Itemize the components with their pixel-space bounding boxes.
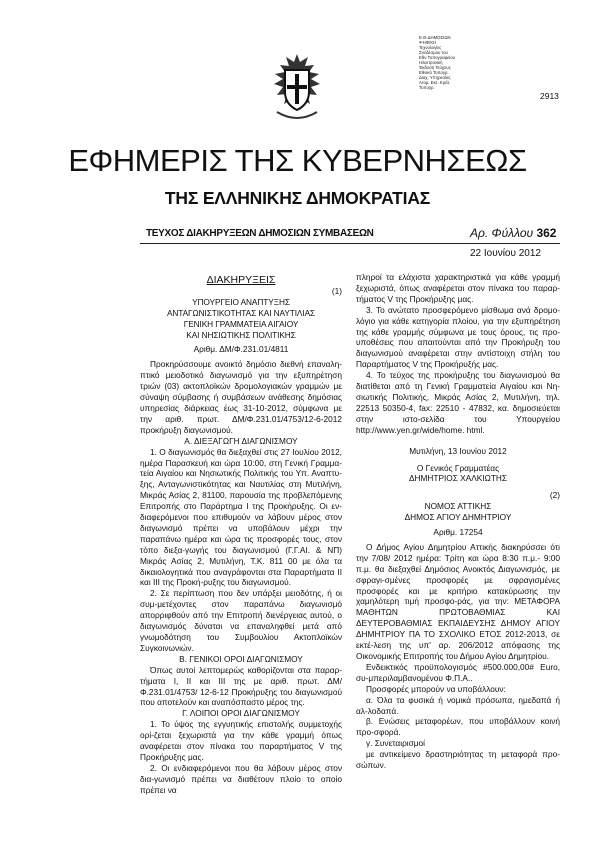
org-line: ΑΝΤΑΓΩΝΙΣΤΙΚΟΤΗΤΑΣ ΚΑΙ ΝΑΥΤΙΛΙΑΣ xyxy=(166,307,316,318)
paragraph: Ο Δήμος Αγίου Δημητρίου Αττικής διακηρύσσει ότι την 7/08/ 2012 ημέρα: Τρίτη και ώρα 8:30 π.μ.- 9:00 π.μ. θα διεξαχθεί Δημόσιος Ανοικτός Διαγωνισμός, με σφραγι-σμένες προσφορές με σφραγισμένες προσφορές και με κριτήριο κατακύρωσης την χαμηλότερη τιμή προσφο-ράς, για την: ΜΕΤΑΦΟΡΑ ΜΑΘΗΤΩΝ ΠΡΩΤΟΒΑΘΜΙΑΣ ΚΑΙ ΔΕΥΤΕΡΟΒΑΘΜΙΑΣ ΕΚΠΑΙΔΕΥΣΗΣ ΔΗΜΟΥ ΑΓΙΟΥ ΔΗΜΗΤΡΙΟΥ ΠΑ ΤΟ ΣΧΟΛΙΚΟ ΕΤΟΣ 2012-2013, σε εκτέ-λεση της υπ' αρ. 206/2012 απόφασης της Οικονομικής Επιτροπής του Δήμου Αγίου Δημητρίου. xyxy=(356,541,560,661)
paragraph: με αντικείμενο δραστηριότητας τη μεταφορά προ-σώπων. xyxy=(356,749,560,771)
gazette-subtitle: ΤΗΣ ΕΛΛΗΝΙΚΗΣ ΔΗΜΟΚΡΑΤΙΑΣ xyxy=(164,188,431,208)
notice-number: (2) xyxy=(549,490,560,501)
paragraph: Προκηρύσσουμε ανοικτό δημόσιο διεθνή επαναλη-πτικό μειοδοτικό διαγωνισμό για την εξυπηρέτηση τριών (03) ακτοπλοϊκών δρομολογιακών γραμμών με σύναψη σύμβασης ή συμβάσεων ανάθεσης δημόσιας υπηρεσίας διάρκειας έως 31-10-2012, σύμφωνα με την αριθ. πρωτ. ΔΜ/Φ.231.01/4753/12-6-2012 προκήρυξη διαγωνισμού. xyxy=(140,359,342,435)
paragraph: 1. Ο διαγωνισμός θα διεξαχθεί στις 27 Ιουλίου 2012, ημέρα Παρασκευή και ώρα 10:00, στη Γενική Γραμμα-τεία Αιγαίου και Νησιωτικής Πολιτικής του Υπ. Αναπτυ-ξης, Ανταγωνιστικότητας και Ναυτιλίας στη Μυτιλήνη, Μικράς Ασίας 2, 81100, παρουσία της προβλεπόμενης Επιτροπής στο Παράρτημα Ι της Προκήρυξης. Οι εν-διαφερόμενοι που επιθυμούν να λάβουν μέρος στον διαγωνισμό πρέπει να υποβάλουν μέχρι την παραπάνω ημέρα και ώρα τις προσφορές τους, στον τόπο διεξα-γωγής του διαγωνισμού (Γ.Γ.ΑΙ. & ΝΠ) Μικράς Ασίας 2, Μυτιλήνη, Τ.Κ. 811 00 με όλα τα δικαιολογητικά που αναγράφονται στα Παραρτήματα ΙΙ και ΙΙΙ της Προκή-ρυξης του διαγωνισμού. xyxy=(140,446,342,588)
paragraph: πληροί τα ελάχιστα χαρακτηριστικά για κάθε γραμμή ξεχωριστά, όπως αναφέρεται στον πίνακα του παραρ-τήματος V της Προκήρυξης μας. xyxy=(356,272,560,304)
signature-role: Ο Γενικός Γραμματέας xyxy=(416,462,500,473)
paragraph: α. Όλα τα φυσικά ή νομικά πρόσωπα, ημεδαπά ή αλ-λοδαπά. xyxy=(356,694,560,716)
header-rule xyxy=(140,243,560,244)
series-label: ΤΕΥΧΟΣ ΔΙΑΚΗΡΥΞΕΩΝ ΔΗΜΟΣΙΩΝ ΣΥΜΒΑΣΕΩΝ xyxy=(146,228,374,239)
greek-emblem-icon xyxy=(267,52,327,122)
org-line: ΓΕΝΙΚΗ ΓΡΑΜΜΑΤΕΙΑ ΑΙΓΑΙΟΥ xyxy=(183,318,299,329)
digital-signature-stamp: Ε.Θ.ΔΗΜΟΣΙΩΝ ΨΗΦ/ΚΗ Τεχνολογίες Συνδέσμου του Εθν.Τυπογραφείου Ηλεκτρονική Έκδοση Τεύχους Εθνικό Τυπογρ. Διαχ. Υπηρεσίας Ατομ. Εκτ. Κράτ. Τυπογρ. xyxy=(419,35,455,90)
subheading: Γ. ΛΟΙΠΟΙ ΟΡΟΙ ΔΙΑΓΩΝΙΣΜΟΥ xyxy=(182,708,300,719)
subheading: Α. ΔΙΕΞΑΓΩΓΗ ΔΙΑΓΩΝΙΣΜΟΥ xyxy=(184,435,298,446)
org-line: ΔΗΜΟΣ ΑΓΙΟΥ ΔΗΜΗΤΡΙΟΥ xyxy=(404,512,512,523)
paragraph: 3. Το ανώτατο προσφερόμενο μίσθωμα ανά δρομο-λόγιο για κάθε κατηγορία πλοίου, για την εξυπηρέτηση της κάθε γραμμής σύμφωνα με τους όρους, τις προ-υποθέσεις που απαιτούνται από την Προκήρυξη του διαγωνισμού αναφέρεται στην αντίστοιχη στήλη του Παραρτήματος V της Προκήρυξής μας. xyxy=(356,304,560,370)
signature-name: ΔΗΜΗΤΡΙΟΣ ΧΑΛΚΙΩΤΗΣ xyxy=(408,473,508,484)
right-column xyxy=(356,272,560,771)
org-line: ΥΠΟΥΡΓΕΙΟ ΑΝΑΠΤΥΞΗΣ xyxy=(192,296,290,307)
paragraph: Ενδεικτικός προϋπολογισμός #500.000,00# Euro, συ-μπεριλαμβανομένου Φ.Π.Α.. xyxy=(356,661,560,683)
gazette-title: ΕΦΗΜΕΡΙΣ ΤΗΣ ΚΥΒΕΡΝΗΣΕΩΣ xyxy=(68,143,527,178)
paragraph: Προσφορές μπορούν να υποβάλλουν: xyxy=(366,683,506,694)
paragraph: 2. Οι ενδιαφερόμενοι που θα λάβουν μέρος στον δια-γωνισμό πρέπει να διαθέτουν πλοίο το οποίο πρέπει να xyxy=(140,762,342,795)
org-line: ΝΟΜΟΣ ΑΤΤΙΚΗΣ xyxy=(424,501,492,512)
section-heading: ΔΙΑΚΗΡΥΞΕΙΣ xyxy=(206,274,276,286)
page-number: 2913 xyxy=(540,91,559,101)
issue-date: 22 Ιουνίου 2012 xyxy=(470,248,541,259)
org-line: ΚΑΙ ΝΗΣΙΩΤΙΚΗΣ ΠΟΛΙΤΙΚΗΣ xyxy=(186,329,296,340)
notice-number: (1) xyxy=(331,285,342,296)
paragraph: 4. Το τεύχος της προκήρυξης του διαγωνισμού θα διατίθεται από τη Γενική Γραμματεία Αιγαίου και Νη-σιωτικής Πολιτικής, Μικράς Ασίας 2, Μυτιλήνη, τηλ. 22513 50350-4, fax: 22510 - 47832, κα. δημοσιεύεται στην ιστο-σελίδα του Υπουργείου http://www.yen.gr/wide/home. html. xyxy=(356,370,560,435)
reference-number: Αριθμ. ΔΜ/Φ.231.01/4811 xyxy=(193,344,289,355)
paragraph: γ. Συνεταιρισμοί xyxy=(366,738,425,749)
reference-number: Αριθμ. 17254 xyxy=(433,527,483,538)
paragraph: 2. Σε περίπτωση που δεν υπάρξει μειοδότης, ή οι συμ-μετέχοντες στον παραπάνω διαγωνισμό απορριφθούν από την Επιτροπή διενέργειας αυτού, ο διαγωνισμός δύναται να επαναληφθεί μετά από γνωμοδότηση του Συμβουλίου Ακτοπλοϊκών Συγκοινωνιών. xyxy=(140,588,342,653)
signature-date: Μυτιλήνη, 13 Ιουνίου 2012 xyxy=(409,445,507,456)
paragraph: β. Ενώσεις μεταφορέων, που υποβάλλουν κοινή προ-σφορά. xyxy=(356,716,560,738)
paragraph: 1. Το ύψος της εγγυητικής επιστολής συμμετοχής ορί-ζεται ξεχωριστά για την κάθε γραμμή όπως αναφέρεται στον πίνακα του παραρτήματος V της Προκήρυξης μας. xyxy=(140,719,342,762)
left-column xyxy=(140,272,342,796)
paragraph: Όπως αυτοί λεπτομερώς καθορίζονται στα παραρ-τήματα Ι, ΙΙ και ΙΙΙ της με αριθ. πρωτ. ΔΜ/Φ.231.01/4753/ 12-6-12 Προκήρυξης του διαγωνισμού που αποτελούν και αναπόσπαστο μέρος της. xyxy=(140,664,342,708)
issue-number: Αρ. Φύλλου 362 xyxy=(470,226,557,240)
subheading: Β. ΓΕΝΙΚΟΙ ΟΡΟΙ ΔΙΑΓΩΝΙΣΜΟΥ xyxy=(179,653,303,664)
